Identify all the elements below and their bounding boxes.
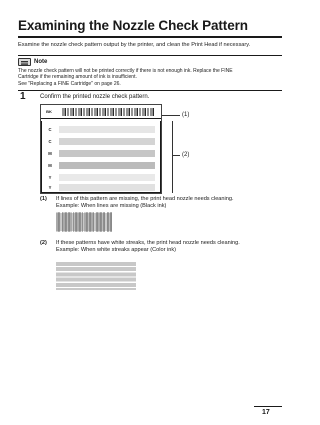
black-line-pattern — [62, 108, 154, 116]
step-text: Confirm the printed nozzle check pattern. — [40, 94, 150, 100]
item-2-line-1: If these patterns have white streaks, the print head nozzle needs cleaning. — [56, 240, 240, 246]
note-label: Note — [34, 59, 48, 65]
black-pattern-block — [41, 105, 161, 119]
nozzle-pattern-figure — [40, 104, 162, 194]
item-1-number: (1) — [40, 196, 47, 202]
item-1-text — [56, 196, 276, 210]
callout-2-bracket — [172, 121, 173, 193]
callout-1-line — [162, 115, 180, 116]
item-2-number: (2) — [40, 240, 47, 246]
color-bar — [59, 126, 155, 133]
page-number: 17 — [262, 409, 270, 416]
color-bar — [59, 138, 155, 145]
color-bar — [59, 162, 155, 169]
color-label: C — [48, 138, 52, 144]
page-title: Examining the Nozzle Check Pattern — [18, 18, 248, 33]
item-2-text — [56, 240, 276, 254]
callout-2-line — [172, 155, 180, 156]
color-label: Y — [48, 174, 52, 180]
item-1-line-1: If lines of this pattern are missing, the print head nozzle needs cleaning. — [56, 196, 234, 202]
black-label: BK — [46, 109, 52, 114]
note-heading — [18, 58, 47, 66]
missing-lines-example — [56, 212, 112, 232]
note-body — [18, 68, 282, 87]
color-label: M — [48, 162, 52, 168]
callout-2-label: (2) — [182, 152, 190, 158]
color-row — [42, 181, 160, 193]
note-icon — [18, 58, 31, 66]
footer-divider — [254, 406, 282, 407]
item-2-line-2: Example: When white streaks appear (Color ink) — [56, 247, 177, 253]
color-label: Y — [48, 184, 52, 190]
color-row — [42, 135, 160, 147]
note-top-divider — [18, 55, 282, 56]
color-bar — [59, 150, 155, 157]
title-divider — [18, 36, 282, 38]
color-row — [42, 147, 160, 159]
item-1-line-2: Example: When lines are missing (Black ink) — [56, 203, 167, 209]
note-bottom-divider — [18, 90, 282, 91]
color-row — [42, 123, 160, 135]
step-number: 1 — [20, 91, 26, 102]
color-pattern-block — [41, 121, 161, 193]
callout-1-label: (1) — [182, 112, 190, 118]
note-line-3: See "Replacing a FINE Cartridge" on page 26. — [18, 80, 121, 87]
color-label: M — [48, 150, 52, 156]
white-streaks-example — [56, 262, 136, 290]
color-row — [42, 159, 160, 171]
color-bar — [59, 174, 155, 181]
color-label: C — [48, 126, 52, 132]
note-line-2: Cartridge if the remaining amount of ink is insufficient. — [18, 74, 137, 81]
color-bar — [59, 184, 155, 191]
intro-text: Examine the nozzle check pattern output by the printer, and clean the Print Head if necessary. — [18, 42, 251, 48]
note-line-1: The nozzle check pattern will not be printed correctly if there is not enough ink. Replace the FINE — [18, 68, 233, 74]
